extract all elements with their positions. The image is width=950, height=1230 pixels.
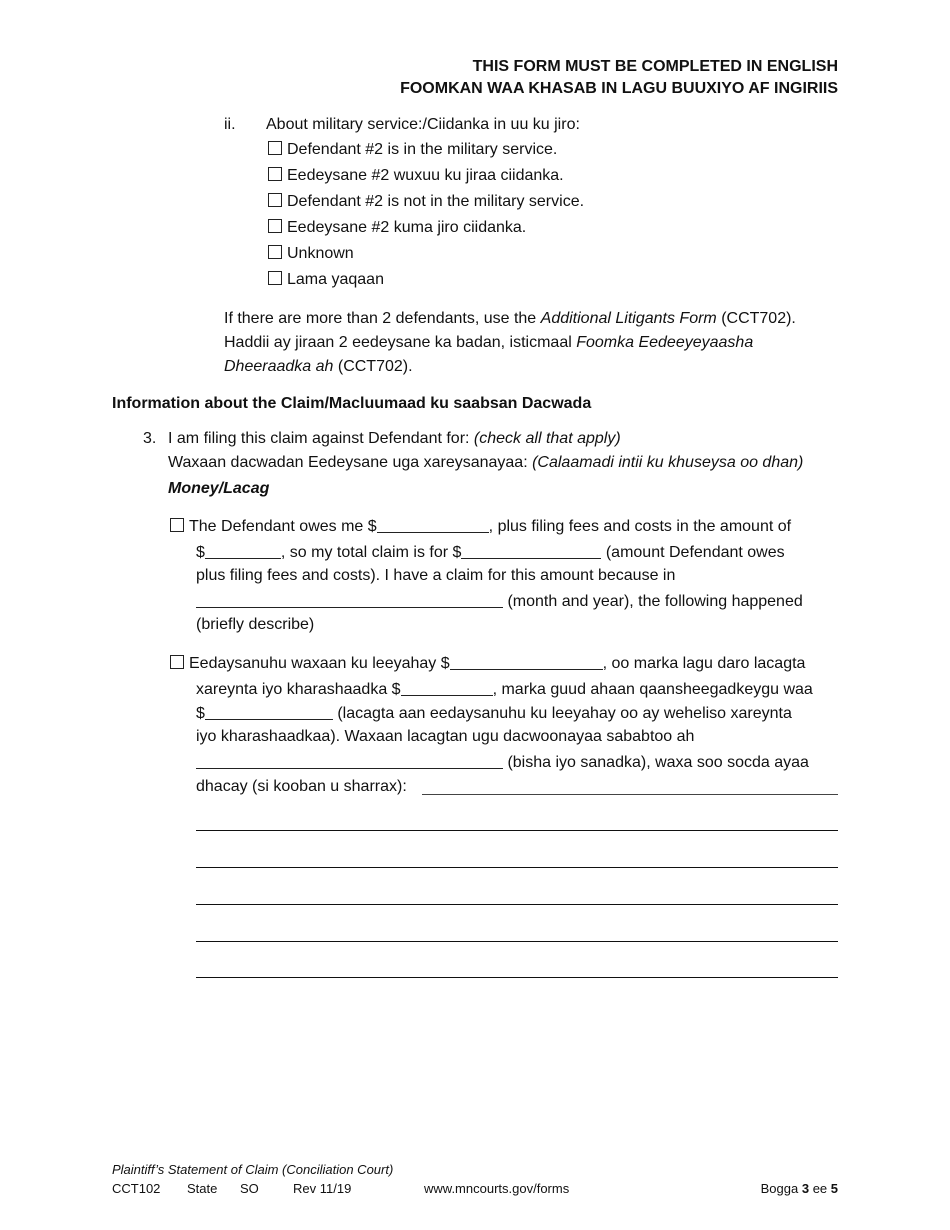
- footer-revision: Rev 11/19: [293, 1181, 352, 1196]
- description-line[interactable]: [196, 904, 838, 905]
- item3-instruction-so: Waxaan dacwadan Eedeysane uga xareysanayaa: (Calaamadi intii ku khuseysa oo dhan): [168, 454, 804, 471]
- option-label: Eedeysane #2 kuma jiro ciidanka.: [287, 219, 527, 236]
- claim-en-line2: $ , so my total claim is for $ (amount Defendant owes: [196, 544, 785, 561]
- fees-field-so[interactable]: [401, 680, 493, 696]
- military-option-5[interactable]: [268, 245, 354, 263]
- form-language-notice-so: FOOMKAN WAA KHASAB IN LAGU BUUXIYO AF INGIRIIS: [400, 80, 838, 97]
- more-defendants-so: Haddii ay jiraan 2 eedeysane ka badan, isticmaal Foomka Eedeeyeyaasha: [224, 334, 754, 351]
- footer-form-code: CCT102: [112, 1181, 161, 1196]
- amount-owed-field-so[interactable]: [450, 654, 603, 670]
- total-claim-field[interactable]: [461, 543, 601, 559]
- footer-form-title: Plaintiff’s Statement of Claim (Conciliation Court): [112, 1162, 394, 1177]
- claim-so-line3: $ (lacagta aan eedaysanuhu ku leeyahay oo ay weheliso xareynta: [196, 705, 792, 722]
- description-line[interactable]: [196, 830, 838, 831]
- military-option-2[interactable]: [268, 167, 564, 185]
- claim-so-line4: iyo kharashaadkaa). Waxaan lacagtan ugu dacwoonayaa sababtoo ah: [196, 728, 695, 745]
- item3-instruction-en: I am filing this claim against Defendant for: (check all that apply): [168, 430, 621, 447]
- checkbox-icon[interactable]: [268, 219, 282, 233]
- checkbox-icon[interactable]: [268, 141, 282, 155]
- month-year-field[interactable]: [196, 592, 503, 608]
- claim-so-line6: dhacay (si kooban u sharrax):: [196, 778, 407, 795]
- description-line[interactable]: [196, 941, 838, 942]
- description-line[interactable]: [196, 867, 838, 868]
- footer-state: State: [187, 1181, 218, 1196]
- option-label: Defendant #2 is in the military service.: [287, 141, 558, 158]
- military-option-3[interactable]: [268, 193, 584, 211]
- checkbox-icon[interactable]: [268, 193, 282, 207]
- fees-field[interactable]: [205, 543, 281, 559]
- section-title: Information about the Claim/Macluumaad ku saabsan Dacwada: [112, 395, 592, 412]
- checkbox-icon[interactable]: [170, 655, 184, 669]
- military-option-4[interactable]: [268, 219, 526, 237]
- claim-so-line5: (bisha iyo sanadka), waxa soo socda ayaa: [196, 753, 809, 772]
- option-label: Defendant #2 is not in the military service.: [287, 193, 585, 210]
- money-subhead: Money/Lacag: [168, 480, 270, 497]
- more-defendants-en: If there are more than 2 defendants, use the Additional Litigants Form (CCT702).: [224, 310, 796, 327]
- claim-en-line5: (briefly describe): [196, 616, 315, 633]
- military-option-1[interactable]: [268, 141, 557, 159]
- form-language-notice-en: THIS FORM MUST BE COMPLETED IN ENGLISH: [472, 58, 838, 75]
- claim-en-line3: plus filing fees and costs). I have a claim for this amount because in: [196, 567, 676, 584]
- footer-url[interactable]: www.mncourts.gov/forms: [424, 1181, 570, 1196]
- month-year-field-so[interactable]: [196, 753, 503, 769]
- footer-language: SO: [240, 1181, 259, 1196]
- amount-owed-field[interactable]: [377, 517, 489, 533]
- military-question: About military service:/Ciidanka in uu ku jiro:: [266, 116, 580, 133]
- claim-so-line1: Eedaysanuhu waxaan ku leeyahay $ , oo marka lagu daro lacagta: [170, 654, 805, 673]
- description-field-first[interactable]: [422, 794, 838, 795]
- description-line[interactable]: [196, 977, 838, 978]
- military-numeral: ii.: [224, 116, 236, 133]
- claim-en-line1: The Defendant owes me $ , plus filing fees and costs in the amount of: [170, 517, 791, 536]
- footer-page-number: Bogga 3 ee 5: [760, 1181, 838, 1196]
- military-option-6[interactable]: [268, 271, 384, 289]
- checkbox-icon[interactable]: [170, 518, 184, 532]
- option-label: Unknown: [287, 245, 354, 262]
- checkbox-icon[interactable]: [268, 167, 282, 181]
- checkbox-icon[interactable]: [268, 245, 282, 259]
- option-label: Eedeysane #2 wuxuu ku jiraa ciidanka.: [287, 167, 564, 184]
- item-number: 3.: [143, 430, 157, 447]
- more-defendants-so-cont: Dheeraadka ah (CCT702).: [224, 358, 413, 375]
- option-label: Lama yaqaan: [287, 271, 384, 288]
- checkbox-icon[interactable]: [268, 271, 282, 285]
- total-claim-field-so[interactable]: [205, 704, 333, 720]
- claim-en-line4: (month and year), the following happened: [196, 592, 803, 611]
- claim-so-line2: xareynta iyo kharashaadka $ , marka guud ahaan qaansheegadkeygu waa: [196, 681, 813, 698]
